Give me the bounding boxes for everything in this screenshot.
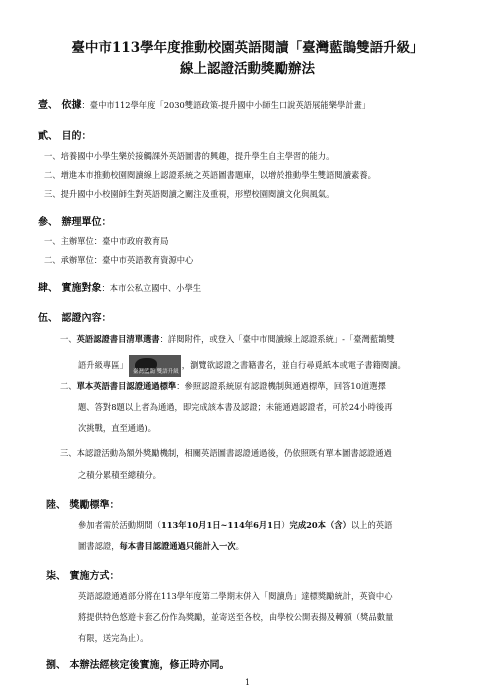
section-purpose-heading bbox=[38, 127, 91, 142]
section-label: 目的： bbox=[61, 131, 92, 142]
section-content-heading bbox=[38, 309, 111, 324]
document-title: 臺中市113學年度推動校園英語閱讀「臺灣藍鵲雙語升級」 bbox=[71, 40, 424, 56]
section-label: 實施對象 bbox=[61, 283, 102, 294]
method-line-2: 將提供特色悠遊卡套乙份作為獎勵，並寄送至各校，由學校公開表揚及轉頒（獎品數量 bbox=[78, 612, 394, 622]
organizer-item: 一、主辦單位：臺中市政府教育局 bbox=[44, 236, 169, 246]
section-text: 本辦法經核定後實施，修正時亦同。 bbox=[69, 660, 230, 671]
section-organizer-heading bbox=[38, 213, 111, 228]
content-item-3: 三、本認證活動為額外獎勵機制，相關英語圖書認證通過後，仍依照既有單本圖書認證通過 bbox=[60, 448, 392, 458]
section-label: 辦理單位： bbox=[61, 217, 112, 228]
section-target bbox=[38, 279, 201, 294]
section-reward-heading bbox=[46, 496, 119, 511]
purpose-item: 三、提升國中小校園師生對英語閱讀之關注及重視，形塑校園閱讀文化與風氣。 bbox=[44, 189, 335, 199]
content-item-3-line2: 之積分累積至總積分。 bbox=[78, 470, 161, 480]
section-label: 認證內容： bbox=[61, 313, 112, 324]
section-basis bbox=[38, 96, 370, 111]
content-item-1-line2: 語升級專區」 臺灣藍鵲 雙語升級 ，瀏覽欲認證之書籍書名，並自行尋覓紙本或電子書籍閱讀。 bbox=[78, 353, 406, 377]
blue-magpie-banner-image: 臺灣藍鵲 雙語升級 bbox=[129, 355, 181, 377]
method-line-3: 有限，送完為止）。 bbox=[78, 633, 149, 643]
content-item-2: 二、單本英語書目認證通過標準：參照認證系統原有認證機制與通過標準，回答10道選擇 bbox=[60, 381, 386, 391]
content-item-2-line3: 次挑戰，直至通過)。 bbox=[78, 423, 156, 433]
section-text: ：本市公私立國中、小學生 bbox=[101, 283, 202, 293]
section-label: 實施方式： bbox=[69, 571, 120, 582]
section-number: 肆、 bbox=[38, 283, 58, 294]
section-amendment bbox=[46, 656, 229, 671]
section-label: 獎勵標準： bbox=[69, 500, 120, 511]
section-text: ：臺中市112學年度「2030雙語政策-提升國中小師生口說英語展能樂學計畫」 bbox=[81, 100, 371, 110]
content-item-1: 一、英語認證書目清單選書：詳閱附件，或登入「臺中市閱讀線上認證系統」-「臺灣藍鵲雙 bbox=[60, 334, 395, 344]
content-item-2-line2: 題、答對8題以上者為通過，即完成該本書及認證；未能通過認證者，可於24小時後再 bbox=[78, 402, 393, 412]
section-label: 依據 bbox=[61, 100, 82, 111]
section-method-heading bbox=[46, 567, 119, 582]
organizer-item: 二、承辦單位：臺中市英語教育資源中心 bbox=[44, 255, 194, 265]
reward-line-1: 參加者需於活動期間（113年10月1日~114年6月1日）完成20本（含）以上的英語 bbox=[78, 520, 393, 530]
section-number: 陸、 bbox=[46, 500, 66, 511]
document-subtitle: 線上認證活動獎勵辦法 bbox=[180, 61, 315, 77]
purpose-item: 一、培養國中小學生樂於接觸課外英語圖書的興趣，提升學生自主學習的能力。 bbox=[44, 151, 335, 161]
purpose-item: 二、增進本市推動校園閱讀線上認證系統之英語圖書題庫，以增於推動學生雙語閱讀素養。 bbox=[44, 170, 376, 180]
method-line-1: 英語認證通過部分將在113學年度第二學期末併入「閱讀鳥」達標獎勵統計，英資中心 bbox=[78, 591, 393, 601]
section-number: 伍、 bbox=[38, 313, 58, 324]
section-number: 柒、 bbox=[46, 571, 66, 582]
section-number: 參、 bbox=[38, 217, 58, 228]
reward-line-2: 圖書認證，每本書目認證通過只能計入一次。 bbox=[78, 541, 244, 551]
section-number: 捌、 bbox=[46, 660, 66, 671]
section-number: 壹、 bbox=[38, 100, 58, 111]
section-number: 貳、 bbox=[38, 131, 58, 142]
page-number: 1 bbox=[244, 678, 251, 687]
